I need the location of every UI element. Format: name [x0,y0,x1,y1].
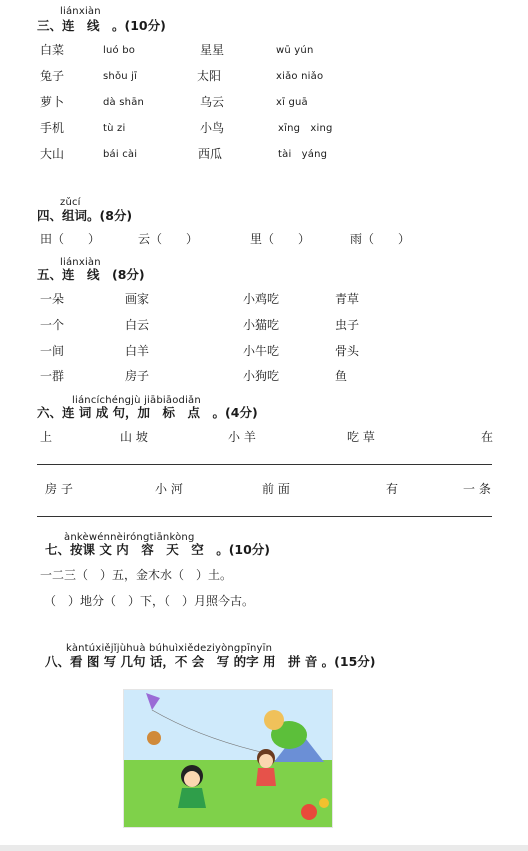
s3-r2-c0: 萝卜 [40,95,65,109]
s4-item-2: 里（ ） [250,232,311,246]
s5-pinyin: liánxiàn [60,257,101,268]
flowers-2 [319,798,329,808]
s3-r3-c3: xīng xing [278,123,333,134]
s8-heading: 八、看 图 写 几句 话，不 会 写 的字 用 拼 音 。(15分) [45,654,376,669]
s3-r2-c1: dà shān [103,97,145,108]
s5-r2-c1: 白羊 [125,344,150,358]
s5-r2-c2: 小牛吃 [243,344,280,358]
s4-item-1: 云（ ） [138,232,199,246]
s6-heading: 六、连 词 成 句，加 标 点 。(4分) [37,405,258,420]
s3-r4-c1: bái cài [103,149,138,160]
s4-item-0: 田（ ） [40,232,101,246]
grass [124,760,332,827]
s3-heading: 三、连 线 。(10分) [37,18,166,33]
s4-heading: 四、组词。(8分) [37,208,133,223]
s7-pinyin: ànkèwénnèiróngtiānkòng [64,532,195,543]
s7-line-1: 一二三（ ）五，金木水（ ）土。 [40,568,233,582]
s3-r2-c3: xī guā [276,97,308,108]
s6-answer-line-2 [37,516,492,517]
s6-l1-w3: 吃 草 [347,430,375,444]
s5-r2-c3: 骨头 [335,344,360,358]
s3-r2-c2: 乌云 [200,95,225,109]
s6-l2-w3: 有 [386,482,399,496]
s3-r0-c2: 星星 [200,43,225,57]
s6-pinyin: liáncíchéngjù jiābiāodiǎn [72,395,201,406]
s3-r4-c0: 大山 [40,147,65,161]
s6-l2-w1: 小 河 [155,482,183,496]
s5-r3-c1: 房子 [125,369,150,383]
s4-item-3: 雨（ ） [350,232,411,246]
s5-r0-c2: 小鸡吃 [243,292,280,306]
s5-r1-c1: 白云 [125,318,150,332]
s4-pinyin: zǔcí [60,197,81,208]
s6-l2-w2: 前 面 [262,482,290,496]
kite-flying-illustration [123,689,333,828]
s3-r1-c2: 太阳 [197,69,222,83]
s5-r0-c3: 青草 [335,292,360,306]
s5-r3-c0: 一群 [40,369,65,383]
s3-r4-c2: 西瓜 [198,147,223,161]
small-kite [147,731,161,745]
s3-r3-c2: 小鸟 [200,121,225,135]
s3-r0-c3: wū yún [276,45,314,56]
s5-r0-c1: 画家 [125,292,150,306]
s7-line-2: （ ）地分（ ）下，（ ）月照今古。 [44,594,255,608]
flowers [301,804,317,820]
s3-r3-c1: tù zi [103,123,126,134]
s6-l1-w4: 在 [481,430,494,444]
s3-r3-c0: 手机 [40,121,65,135]
s6-answer-line-1 [37,464,492,465]
s3-r0-c0: 白菜 [40,43,65,57]
s5-heading: 五、连 线 (8分) [37,267,145,282]
s5-r3-c3: 鱼 [335,369,348,383]
s6-l2-w0: 房 子 [45,482,73,496]
s3-r4-c3: tài yáng [278,149,328,160]
s6-l1-w0: 上 [40,430,53,444]
s5-r1-c3: 虫子 [335,318,360,332]
s5-r1-c2: 小猫吃 [243,318,280,332]
s5-r0-c0: 一朵 [40,292,65,306]
s6-l2-w4: 一 条 [463,482,491,496]
s7-heading: 七、按课 文 内 容 天 空 。(10分) [45,542,271,557]
s3-r0-c1: luó bo [103,45,136,56]
s5-r3-c2: 小狗吃 [243,369,280,383]
kite-scene-image [124,690,332,827]
s3-r1-c1: shǒu jī [103,71,138,82]
s5-r1-c0: 一个 [40,318,65,332]
s5-r2-c0: 一间 [40,344,65,358]
tree-yellow [264,710,284,730]
s3-r1-c0: 兔子 [40,69,65,83]
s3-r1-c3: xiǎo niǎo [276,71,324,82]
s3-pinyin: liánxiàn [60,6,101,17]
page-bottom-edge [0,845,528,851]
s8-pinyin: kàntúxiějǐjùhuà búhuìxiědeziyòngpīnyīn [66,643,273,654]
s6-l1-w2: 小 羊 [228,430,256,444]
s6-l1-w1: 山 坡 [120,430,148,444]
